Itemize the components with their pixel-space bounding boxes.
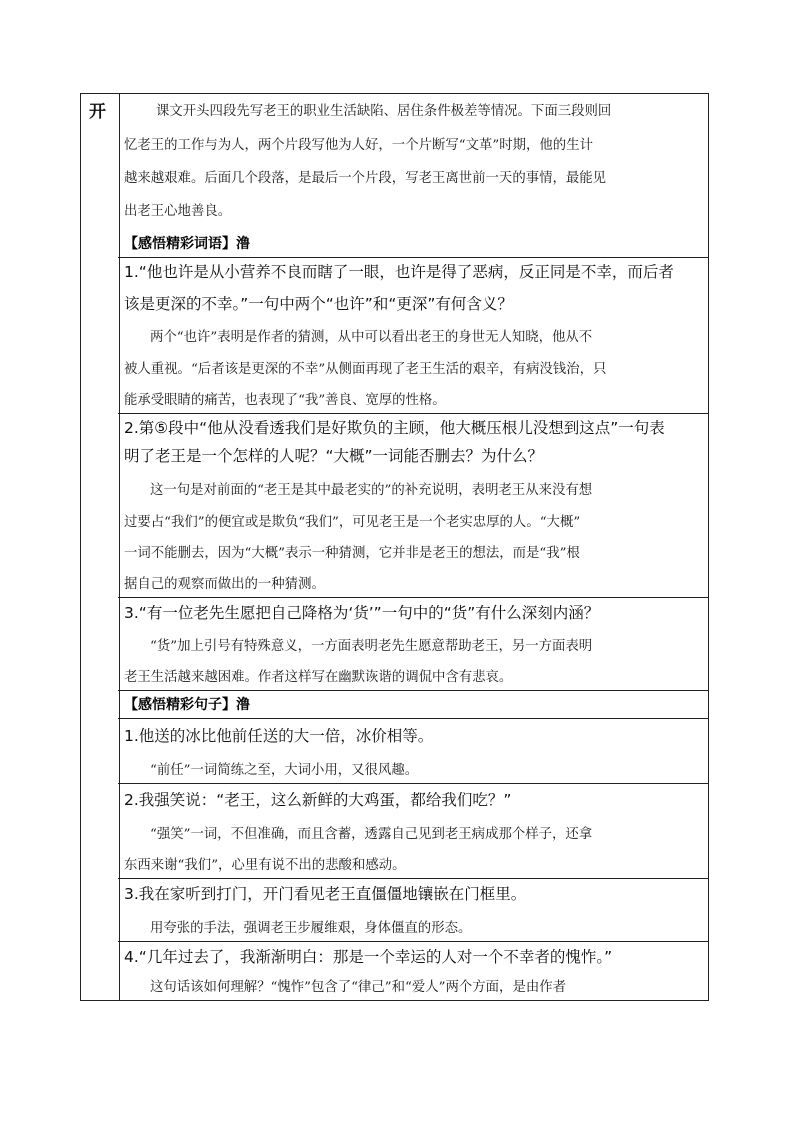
section2-heading-text: 【感悟精彩句子】	[124, 697, 236, 713]
s3-analysis: 用夸张的手法，强调老王步履维艰，身体僵直的形态。	[150, 921, 472, 936]
section1-heading	[118, 233, 709, 253]
s1-line: 1.他送的冰比他前任送的大一倍，冰价相等。	[124, 727, 434, 745]
a3-line-2: 老王生活越来越困难。作者这样写在幽默诙谐的调侃中含有悲哀。	[124, 670, 513, 685]
s4-line: 4.“几年过去了，我渐渐明白：那是一个幸运的人对一个不幸者的愧怍。”	[124, 948, 613, 966]
q2-line-1: 2.第⑤段中“他从没看透我们是好欺负的主顾，他大概压根儿没想到这点”一句表	[124, 419, 665, 437]
s2-line: 2.我强笑说：“老王，这么新鲜的大鸡蛋，都给我们吃？”	[124, 791, 512, 809]
content-cell	[118, 94, 709, 1000]
s2-analysis-2: 东西来谢“我们”，心里有说不出的悲酸和感动。	[124, 858, 406, 873]
intro-line-4: 出老王心地善良。	[124, 204, 232, 219]
a3-line-1: “货”加上引号有特殊意义，一方面表明老先生愿意帮助老王，另一方面表明	[150, 639, 593, 654]
q2-line-2: 明了老王是一个怎样的人呢？“大概”一词能否删去？为什么？	[124, 447, 544, 465]
divider	[118, 690, 709, 691]
divider	[118, 597, 709, 598]
s4-analysis: 这句话该如何理解？“愧怍”包含了“律己”和“爱人”两个方面，是由作者	[150, 980, 567, 995]
a2-line-2: 过要占“我们”的便宜或是欺负“我们”，可见老王是一个老实忠厚的人。“大概”	[124, 515, 581, 530]
content-table	[80, 93, 709, 1001]
s2-analysis-1: “强笑”一词，不但准确，而且含蓄，透露自己见到老王病成那个样子，还拿	[150, 827, 593, 842]
divider	[118, 257, 709, 258]
a2-line-4: 据自己的观察而做出的一种猜测。	[124, 577, 325, 592]
divider	[118, 718, 709, 719]
section1-heading-mark: 澛	[236, 236, 250, 252]
intro-line-1: 课文开头四段先写老王的职业生活缺陷、居住条件极差等情况。下面三段则回	[156, 104, 612, 119]
left-label: 开	[89, 102, 106, 122]
q1-line-2: 该是更深的不幸。”一句中两个“也许”和“更深”有何含义？	[124, 295, 513, 313]
intro-line-3: 越来越艰难。后面几个段落，是最后一个片段，写老王离世前一天的事情，最能见	[124, 171, 607, 186]
divider	[118, 783, 709, 784]
section2-heading-mark: 澛	[236, 697, 250, 713]
q1-line-1: 1.“他也许是从小营养不良而瞎了一眼，也许是得了恶病，反正同是不幸，而后者	[124, 263, 674, 281]
divider	[118, 941, 709, 942]
a2-line-3: 一词不能删去，因为“大概”表示一种猜测，它并非是老王的想法，而是“我”根	[124, 546, 580, 561]
section1-heading-text: 【感悟精彩词语】	[124, 236, 236, 252]
s3-line: 3.我在家听到打门，开门看见老王直僵僵地镶嵌在门框里。	[124, 885, 527, 903]
intro-line-2: 忆老王的工作与为人，两个片段写他为人好，一个片断写“文革”时期，他的生计	[124, 138, 593, 153]
a1-line-1: 两个“也许”表明是作者的猜测，从中可以看出老王的身世无人知晓，他从不	[150, 330, 593, 345]
section2-heading	[118, 694, 709, 714]
divider	[118, 878, 709, 879]
divider	[118, 413, 709, 414]
a1-line-2: 被人重视。“后者该是更深的不幸”从侧面再现了老王生活的艰辛，有病没钱治，只	[124, 362, 607, 377]
s1-analysis: “前任”一词简练之至，大词小用，又很风趣。	[150, 763, 419, 778]
a1-line-3: 能承受眼睛的痛苦，也表现了“我”善良、宽厚的性格。	[124, 393, 446, 408]
q3-line: 3.“有一位老先生愿把自己降格为‘货’”一句中的“货”有什么深刻内涵？	[124, 604, 600, 622]
a2-line-1: 这一句是对前面的“老王是其中最老实的”的补充说明，表明老王从来没有想	[150, 483, 593, 498]
